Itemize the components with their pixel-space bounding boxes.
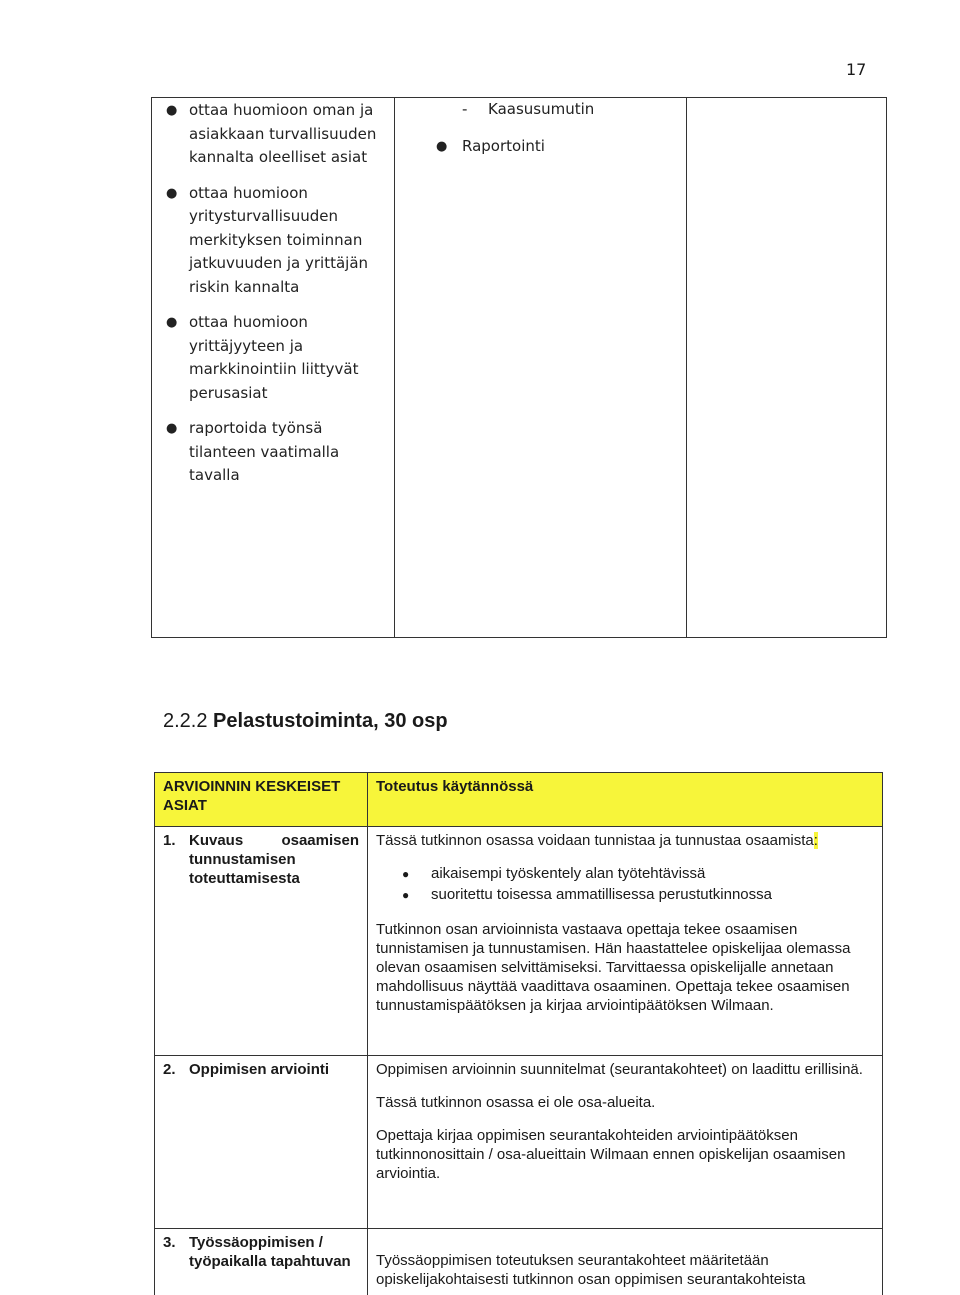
bullet-icon: ●: [166, 182, 177, 206]
table-row: [155, 1229, 883, 1295]
table-row: [155, 1056, 883, 1229]
paragraph: Työssäoppimisen toteutuksen seurantakohteet määritetään opiskelijakohtaisesti tutkinnon osan oppimisen seurantakohteista: [376, 1251, 874, 1289]
page-number: 17: [846, 60, 866, 79]
list-item: ● raportoida työnsä tilanteen vaatimalla tavalla: [152, 417, 394, 488]
evaluation-table: [154, 772, 883, 1295]
row-content-cell: [368, 827, 883, 1056]
list-item: ● ottaa huomioon oman ja asiakkaan turvallisuuden kannalta oleelliset asiat: [152, 99, 394, 170]
header-cell-criteria: ARVIOINNIN KESKEISET ASIAT: [155, 773, 368, 827]
recognition-bullet-list: [376, 864, 874, 904]
methods-column: - Kaasusumutin ● Raportointi: [396, 98, 686, 637]
bullet-icon: ●: [166, 311, 177, 335]
row-content-cell: [368, 1056, 883, 1229]
skills-column: [152, 98, 394, 637]
list-item: ● suoritettu toisessa ammatillisessa perustutkinnossa: [376, 885, 874, 904]
paragraph: Opettaja kirjaa oppimisen seurantakohteiden arviointipäätöksen tutkinnonosittain / osa-alueittain Wilmaan ennen opiskelijan osaamisen arviointia.: [376, 1126, 874, 1183]
column-divider: [686, 98, 687, 637]
row-label-cell: 2. Oppimisen arviointi: [155, 1056, 368, 1229]
table-header-row: [155, 773, 883, 827]
list-item: ● aikaisempi työskentely alan työtehtävissä: [376, 864, 874, 883]
skills-bullet-list: [152, 99, 394, 488]
bullet-icon: ●: [436, 135, 447, 159]
intro-text: Tässä tutkinnon osassa voidaan tunnistaa ja tunnustaa osaamista:: [376, 831, 874, 850]
column-divider: [394, 98, 395, 637]
row-label-cell: 3. Työssäoppimisen / työpaikalla tapahtuvan: [155, 1229, 368, 1295]
row-content-cell: [368, 1229, 883, 1295]
bullet-icon: ●: [166, 417, 177, 441]
bullet-icon: ●: [402, 886, 409, 905]
dash-marker: -: [462, 98, 467, 122]
section-heading: 2.2.2 Pelastustoiminta, 30 osp: [163, 710, 448, 733]
paragraph: Oppimisen arvioinnin suunnitelmat (seurantakohteet) on laadittu erillisinä.: [376, 1060, 874, 1079]
paragraph: Tässä tutkinnon osassa ei ole osa-alueita.: [376, 1093, 874, 1112]
list-item: ● ottaa huomioon yrittäjyyteen ja markkinointiin liittyvät perusasiat: [152, 311, 394, 405]
list-item: ● ottaa huomioon yritysturvallisuuden merkityksen toiminnan jatkuvuuden ja yrittäjän riskin kannalta: [152, 182, 394, 300]
table-row: [155, 827, 883, 1056]
header-cell-implementation: Toteutus käytännössä: [368, 773, 883, 827]
bullet-icon: ●: [402, 865, 409, 884]
paragraph: Tutkinnon osan arvioinnista vastaava opettaja tekee osaamisen tunnistamisen ja tunnustamisen. Hän haastattelee opiskelijaa olemassa olevan osaamisen selvittämiseksi. Tarvittaessa opiskelijalle annetaan mahdollisuus näyttää vaadittava osaaminen. Opettaja tekee osaamisen tunnustamispäätöksen ja kirjaa arviointipäätöksen Wilmaan.: [376, 920, 874, 1015]
bullet-icon: ●: [166, 99, 177, 123]
row-label-cell: 1. Kuvaus osaamisen tunnustamisen toteuttamisesta: [155, 827, 368, 1056]
continuation-table: [151, 97, 887, 638]
